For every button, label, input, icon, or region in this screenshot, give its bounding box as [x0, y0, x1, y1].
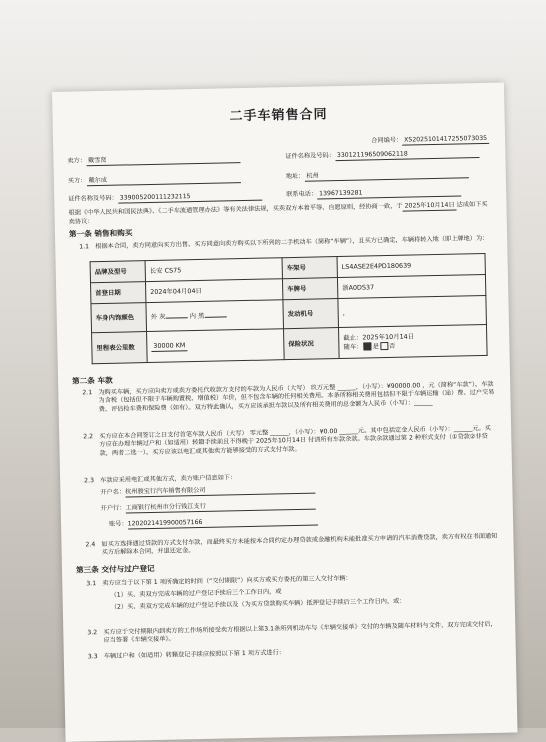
account-number-row: 账号：1202021419900057166 [109, 517, 318, 531]
account-name: 杭州骏宝行汽车销售有限公司 [125, 485, 315, 498]
seller-name: 戴雪贤 [86, 154, 240, 167]
no-checkbox[interactable] [380, 342, 388, 350]
clause-2-1-text: 为购买车辆，买方应向卖方或卖方委托代收款方支付的车款为人民币（大写） 玖万元整 ______，（小写）：¥90000.00 ，元（简称“车款”）。车款为含税（包括但不限于车辆购置税、增值税）车价，但不包含车辆的任何相关费用。本条所称相关费用包括但不限于车辆运输（途）费、过户交易费、评估检车费和保险费（如有）。双方特此确认，买方应该承担车款以及所有相关费用的总金额为人民币（小写）：______ [98, 380, 495, 413]
contract-page [52, 83, 518, 742]
seller-id: 330121196509062118 [335, 149, 479, 161]
color-label: 车身内饰颜色 [91, 303, 147, 333]
vin-label: 车架号 [282, 257, 337, 279]
engine-value: ， [338, 295, 487, 327]
clause-3-1-option-2: （2）买、卖双方完成车辆的过户登记手续以及（为买方贷款购买车辆）抵押登记手续后三个工作日内，或： [110, 597, 406, 611]
contract-number-value: XS2025101417255073035 [402, 135, 489, 146]
clause-1-1-text: 根据本合同，卖方同意向买方出售、买方同意向卖方购买以下所列的二手机动车（简称“车辆”），且买方已确定，车辆将转入地（即上牌地）为： [95, 234, 489, 251]
mileage-value: 30000 KM [147, 329, 285, 363]
bank-row: 开户行：工商银行杭州市分行钱江支行 [101, 501, 316, 515]
clause-2-4-number: 2.4 [85, 541, 96, 549]
mileage-label: 里程表公里数 [92, 332, 148, 364]
buyer-name: 戴尔成 [86, 174, 240, 187]
reg-date-label: 首登日期 [91, 282, 146, 304]
bank-name: 工商银行杭州市分行钱江支行 [125, 501, 315, 514]
clause-2-3-number: 2.3 [84, 477, 95, 485]
insurance-label: 保险状况 [284, 328, 340, 360]
account-name-row: 开户名：杭州骏宝行汽车销售有限公司 [100, 485, 315, 499]
insurance-value: 截止：2025年10月14日 随车： 是 否 [338, 324, 487, 358]
seller-row: 卖方： 戴雪贤 [67, 154, 240, 167]
document-title: 二手车销售合同 [229, 107, 328, 125]
account-number: 1202021419900057166 [128, 517, 318, 530]
vehicle-info-table [90, 253, 488, 364]
article-1-title: 第一条 销售和购买 [68, 228, 133, 239]
clause-3-2-number: 3.2 [87, 629, 98, 637]
clause-1-1-number: 1.1 [79, 243, 90, 251]
plate-value: 浙A0DS37 [337, 274, 485, 298]
buyer-id-row: 证件名称及号码： 339005200111232115 [68, 192, 262, 205]
article-2-title: 第二条 车款 [71, 375, 113, 386]
buyer-phone: 13967139281 [317, 187, 461, 199]
clause-2-1-number: 2.1 [82, 389, 93, 397]
phone-row: 联系电话： 13967139281 [286, 187, 461, 200]
contract-number: 合同编号： XS2025101417255073035 [371, 135, 489, 147]
buyer-id: 339005200111232115 [118, 192, 262, 204]
clause-3-3-number: 3.3 [87, 653, 98, 661]
buyer-row: 买方： 戴尔成 [68, 174, 241, 187]
article-3-title: 第三条 交付与过户登记 [75, 563, 155, 575]
intro-date: 2025年10月14日 [403, 202, 457, 212]
brand-label: 品牌及型号 [90, 261, 145, 283]
clause-2-4-text: 如买方选择通过贷款的方式支付车款，而最终买方未能按本合同约定办理贷款或金融机构未能批准买方申请的汽车消费贷款，卖方有权在书面通知买方后解除本合同，并退还定金。 [101, 532, 498, 557]
clause-2-2-number: 2.2 [83, 433, 94, 441]
reg-date-value: 2024年04月04日 [145, 279, 282, 303]
clause-3-2-text: 买方应于交付期限内到卖方的工作场所接受卖方根据以上第3.1条所列机动车与《车辆交接单》交付的车辆及随车材料与文件，双方完成交付后，应当签署《车辆交接单》。 [103, 620, 497, 645]
clause-2-3-text: 车款应采用电汇或其他方式，卖方账户信息如下： [100, 474, 237, 485]
engine-label: 发动机号 [283, 299, 339, 329]
buyer-address: 杭州 [304, 169, 468, 182]
seller-id-row: 证件名称及号码： 330121196509062118 [285, 149, 479, 162]
clause-3-1-text: 卖方应当于以下第 1 项所确定的时间（“交付期限”）向买方或买方委托的第三人交付车辆： [102, 574, 352, 588]
clause-3-1-option-1: （1）买、卖双方完成车辆的过户登记手续后三个工作日内，或 [110, 588, 282, 599]
yes-checkbox[interactable] [363, 342, 371, 350]
clause-3-1-number: 3.1 [86, 580, 97, 588]
clause-2-2-text: 买方应在本合同签订之日支付首笔车款人民币（大写） 零元整 ______，（小写）：¥0.00 ______元。其中包括定金人民币（小写）：______元。买方应在办理车辆过户和（如适用）转籍手续前且不得晚于 2025年10月14日 付清所有车款余款。车款余款通过第 2 种形式支付（①贷款②非贷款，两者二选一）。买方应该以电汇或其他卖方能够接受的方式支付车款。 [99, 424, 491, 457]
clause-3-3-text: 车辆过户和（如适用）转籍登记手续应按照以下第 1 项方式进行： [103, 649, 285, 661]
address-row: 地址： 杭州 [286, 169, 469, 182]
intro-paragraph: 根据《中华人民共和国民法典》、《二手车流通管理办法》等有关法律法规，买卖双方本着平等、自愿原则，经协商一致，于 2025年10月14日 达成如下买卖协议： [68, 200, 488, 227]
plate-label: 车牌号 [282, 278, 337, 300]
vin-value: LS4ASE2E4PD180639 [337, 253, 485, 277]
color-value: 外 灰 内 黑 [146, 300, 284, 332]
brand-value: 长安 CS75 [145, 258, 282, 282]
